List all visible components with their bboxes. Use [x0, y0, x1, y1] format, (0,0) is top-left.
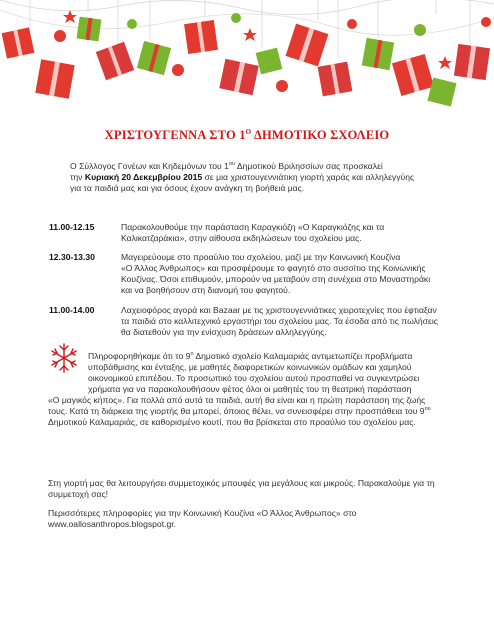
intro-paragraph: Ο Σύλλογος Γονέων και Κηδεμόνων του $1^{o\upsilon}$ Δημοτικού Βριλησσίων σας προσκαλεί την Κυριακή 20 Δεκεμβρίου 2015 σε μια χριστουγεννιάτικη γιορτή χαράς και αλληλεγγύης για τα παιδιά μας και για όσους έχουν ανάγκη τη βοήθειά μας. [70, 161, 415, 193]
page-title: ΧΡΙΣΤΟΥΓΕΝΝΑ ΣΤΟ $1^O$ ΔΗΜΟΤΙΚΟ ΣΧΟΛΕΙΟ [104, 127, 390, 142]
blog-link[interactable]: www.oallosanthropos.blogspot.gr. [48, 519, 177, 529]
kalamaria-school-note: Πληροφορηθήκαμε ότι το $9^o$ Δημοτικό σχολείο Καλαμαριάς αντιμετωπίζει προβλήματα υποβάθμισης και ένταξης, με μαθητές διαφορετικών κοινωνικών ομάδων και χαμηλού οικονομικού επιπέδου. Το προσωπικό του σχολείου αυτού προσπαθεί να συγκεντρώσει χρήματα για να παρακολουθήσουν φέτος όλοι οι μαθητές του τη θεατρική παράσταση «Ο μαγικός κήπος». Για πολλά από αυτά τα παιδιά, αυτή θα είναι και η πρώτη παράσταση της ζωής τους. Κατά τη διάρκεια της γιορτής θα μπορεί, όποιος θέλει, να συνεισφέρει στην προσπάθεια του $9^{o\upsilon}$ Δημοτικού Καλαμαριάς, σε καθορισμένο κουτί, που θα βρίσκεται στο προαύλιο του σχολείου μας. [48, 351, 431, 427]
schedule-time: 12.30-13.30 [49, 252, 95, 262]
more-info-paragraph: Περισσότερες πληροφορίες για την Κοινωνική Κουζίνα «Ο Άλλος Άνθρωπος» στο www.oallosanthropos.blogspot.gr. [48, 508, 450, 530]
schedule-description: Λαχειοφόρος αγορά και Bazaar με τις χριστουγεννιάτικες χειροτεχνίες που έφτιαξαν τα παιδιά στο καλλιτεχνικό εργαστήρι του σχολείου μας. Τα έσοδα από τις πωλήσεις θα διατεθούν για την ενίσχυση δράσεων αλληλεγγύης. [121, 305, 438, 337]
schedule-description: Μαγειρεύουμε στο προαύλιο του σχολείου, μαζί με την Κοινωνική Κουζίνα «Ο Άλλος Άνθρωπος» και προσφέρουμε το φαγητό στο συσσίτιο της Κοινωνικής Κουζίνας. Όσοι επιθυμούν, μπορούν να μεταβούν στη συνέχεια στο Μοναστηράκι και να βοηθήσουν στη διανομή του φαγητού. [121, 252, 431, 295]
schedule-description: Παρακολουθούμε την παράσταση Καραγκιόζη «Ο Καραγκιόζης και τα Καλικατζαράκια», στην αίθουσα εκδηλώσεων του σχολείου μας. [121, 222, 385, 243]
christmas-gifts-banner [0, 0, 494, 112]
buffet-paragraph: Στη γιορτή μας θα λειτουργήσει συμμετοχικός μπουφές για μεγάλους και μικρούς. Παρακαλούμε για τη συμμετοχή σας! [48, 478, 435, 499]
schedule-time: 11.00-12.15 [49, 222, 95, 232]
schedule-time: 11.00-14.00 [49, 305, 95, 315]
